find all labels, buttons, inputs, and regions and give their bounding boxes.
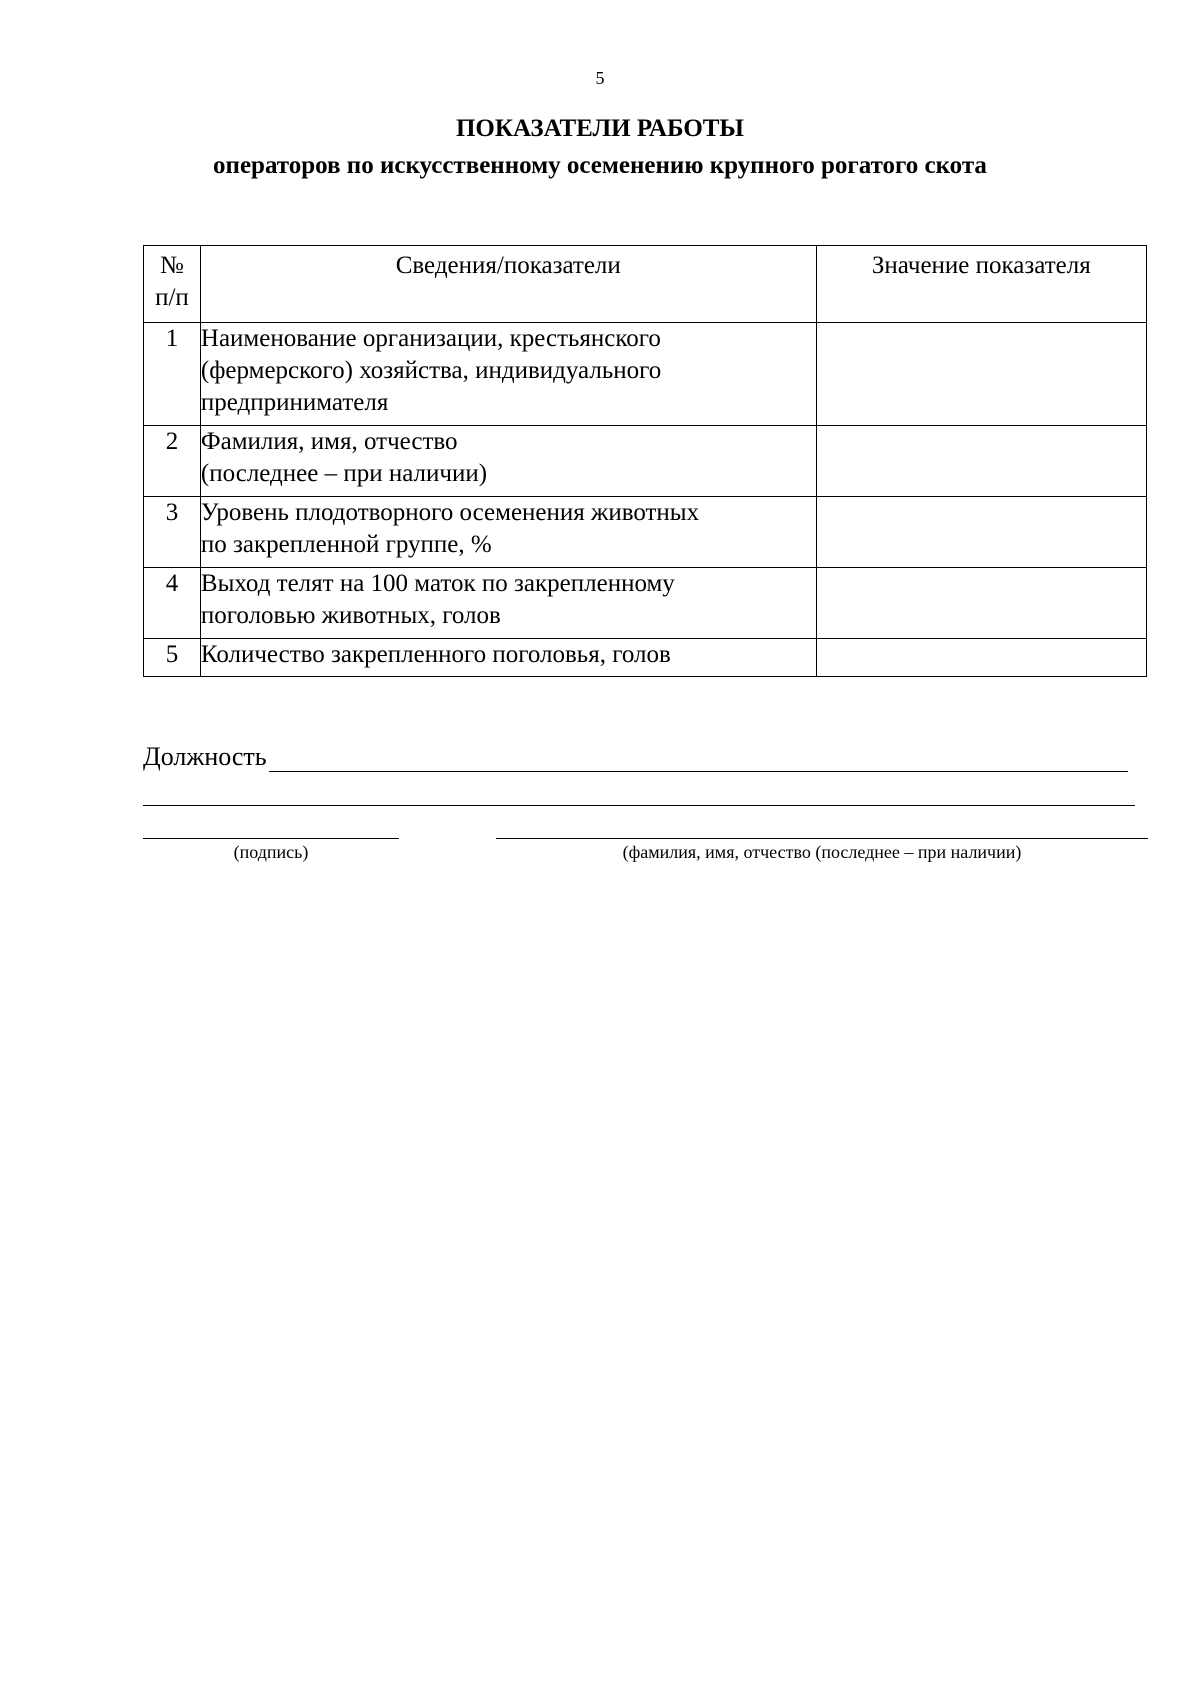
row-indicator-line: Уровень плодотворного осеменения животных [200, 499, 700, 526]
row-indicator-line: Количество закрепленного поголовья, голов [200, 641, 671, 668]
position-underline[interactable] [269, 745, 1128, 772]
row-value-cell[interactable] [816, 323, 1146, 426]
header-number [144, 246, 201, 323]
table-row [144, 639, 1147, 677]
document-title: ПОКАЗАТЕЛИ РАБОТЫ [455, 115, 744, 142]
row-number: 1 [144, 323, 201, 426]
row-value-cell[interactable] [816, 639, 1146, 677]
row-number: 3 [144, 497, 201, 568]
row-indicator-line: Выход телят на 100 маток по закрепленному [200, 570, 675, 597]
page-number: 5 [595, 68, 605, 88]
indicators-table [143, 245, 1147, 677]
full-name-caption: (фамилия, имя, отчество (последнее – при наличии) [622, 842, 1022, 862]
header-info: Сведения/показатели [200, 246, 816, 323]
row-indicator [200, 323, 816, 426]
row-indicator-line: (фермерского) хозяйства, индивидуального [200, 357, 662, 384]
header-number-abbr: п/п [155, 284, 189, 311]
row-value-cell[interactable] [816, 568, 1146, 639]
table-row [144, 497, 1147, 568]
row-indicator-line: (последнее – при наличии) [200, 460, 488, 487]
row-indicator-line: предпринимателя [200, 389, 389, 416]
signature-caption: (подпись) [233, 842, 309, 862]
table-header-row [144, 246, 1147, 323]
table-row [144, 323, 1147, 426]
row-value-cell[interactable] [816, 426, 1146, 497]
full-name-line[interactable] [496, 838, 1148, 839]
header-number-symbol: № [160, 252, 184, 279]
row-indicator-line: по закрепленной группе, % [200, 531, 492, 558]
row-indicator [200, 639, 816, 677]
position-field[interactable] [143, 742, 1128, 772]
row-indicator [200, 568, 816, 639]
row-number: 4 [144, 568, 201, 639]
row-indicator [200, 497, 816, 568]
header-value: Значение показателя [816, 246, 1146, 323]
signature-line[interactable] [143, 838, 399, 839]
row-number: 5 [144, 639, 201, 677]
row-value-cell[interactable] [816, 497, 1146, 568]
row-indicator-line: поголовью животных, голов [200, 602, 501, 629]
position-label: Должность [143, 742, 267, 771]
row-number: 2 [144, 426, 201, 497]
row-indicator-line: Фамилия, имя, отчество [200, 428, 458, 455]
document-subtitle: операторов по искусственному осеменению крупного рогатого скота [213, 152, 987, 179]
position-continuation-line[interactable] [143, 805, 1135, 806]
table-row [144, 568, 1147, 639]
row-indicator [200, 426, 816, 497]
row-indicator-line: Наименование организации, крестьянского [200, 325, 661, 352]
table-row [144, 426, 1147, 497]
